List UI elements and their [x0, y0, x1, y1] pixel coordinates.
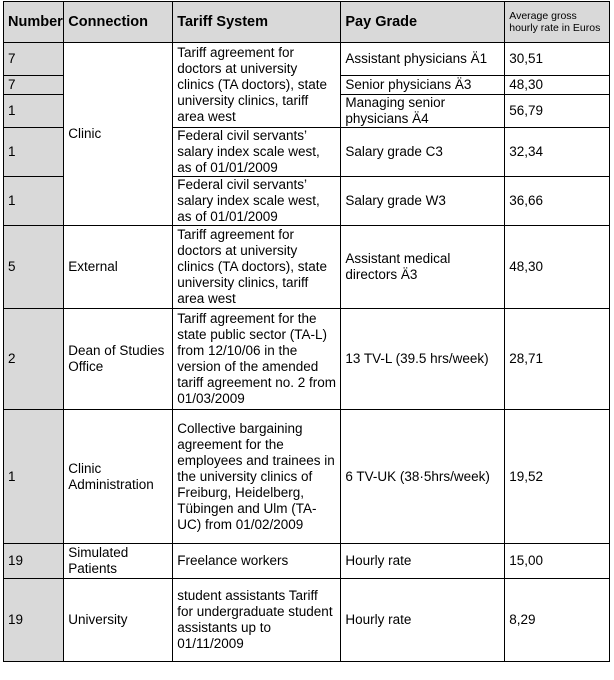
pay-grade-cell: Salary grade C3 — [341, 128, 505, 177]
tariff-table — [3, 1, 610, 662]
rate-cell: 48,30 — [505, 226, 610, 309]
connection-cell: University — [64, 579, 173, 662]
rate-cell: 32,34 — [505, 128, 610, 177]
connection-cell: Clinic — [64, 43, 173, 226]
number-cell: 7 — [4, 76, 64, 95]
connection-cell: External — [64, 226, 173, 309]
header-connection: Connection — [64, 2, 173, 43]
pay-grade-cell: Assistant medical directors Ä3 — [341, 226, 505, 309]
pay-grade-cell: 13 TV-L (39.5 hrs/week) — [341, 309, 505, 410]
pay-grade-cell: Hourly rate — [341, 579, 505, 662]
rate-cell: 28,71 — [505, 309, 610, 410]
number-cell: 5 — [4, 226, 64, 309]
header-pay-grade: Pay Grade — [341, 2, 505, 43]
rate-cell: 48,30 — [505, 76, 610, 95]
pay-grade-cell: 6 TV-UK (38·5hrs/week) — [341, 410, 505, 544]
number-cell: 19 — [4, 544, 64, 579]
header-rate: Average gross hourly rate in Euros — [505, 2, 610, 43]
connection-cell: Simulated Patients — [64, 544, 173, 579]
number-cell: 19 — [4, 579, 64, 662]
rate-cell: 36,66 — [505, 177, 610, 226]
header-tariff-system: Tariff System — [173, 2, 341, 43]
tariff-cell: student assistants Tariff for undergraduate student assistants up to 01/11/2009 — [173, 579, 341, 662]
table-row — [4, 410, 610, 544]
tariff-cell: Tariff agreement for doctors at university clinics (TA doctors), state university clinics, tariff area west — [173, 43, 341, 128]
tariff-cell: Federal civil servants’ salary index scale west, as of 01/01/2009 — [173, 177, 341, 226]
number-cell: 1 — [4, 177, 64, 226]
table-row — [4, 309, 610, 410]
table-row — [4, 43, 610, 76]
pay-grade-cell: Managing senior physicians Ä4 — [341, 95, 505, 128]
pay-grade-cell: Senior physicians Ä3 — [341, 76, 505, 95]
rate-cell: 19,52 — [505, 410, 610, 544]
connection-cell: Clinic Administration — [64, 410, 173, 544]
pay-grade-cell: Hourly rate — [341, 544, 505, 579]
tariff-cell: Federal civil servants’ salary index scale west, as of 01/01/2009 — [173, 128, 341, 177]
table-row — [4, 544, 610, 579]
tariff-cell: Tariff agreement for the state public sector (TA-L) from 12/10/06 in the version of the amended tariff agreement no. 2 from 01/03/2009 — [173, 309, 341, 410]
rate-cell: 15,00 — [505, 544, 610, 579]
rate-cell: 8,29 — [505, 579, 610, 662]
tariff-cell: Tariff agreement for doctors at university clinics (TA doctors), state university clinics, tariff area west — [173, 226, 341, 309]
rate-cell: 30,51 — [505, 43, 610, 76]
number-cell: 7 — [4, 43, 64, 76]
number-cell: 1 — [4, 95, 64, 128]
tariff-cell: Freelance workers — [173, 544, 341, 579]
rate-cell: 56,79 — [505, 95, 610, 128]
pay-grade-cell: Assistant physicians Ä1 — [341, 43, 505, 76]
connection-cell: Dean of Studies Office — [64, 309, 173, 410]
number-cell: 2 — [4, 309, 64, 410]
number-cell: 1 — [4, 410, 64, 544]
table-row — [4, 226, 610, 309]
header-row — [4, 2, 610, 43]
header-number: Number — [4, 2, 64, 43]
number-cell: 1 — [4, 128, 64, 177]
table-row — [4, 579, 610, 662]
tariff-cell: Collective bargaining agreement for the employees and trainees in the university clinics of Freiburg, Heidelberg, Tübingen and Ulm (TA-UC) from 01/02/2009 — [173, 410, 341, 544]
pay-grade-cell: Salary grade W3 — [341, 177, 505, 226]
